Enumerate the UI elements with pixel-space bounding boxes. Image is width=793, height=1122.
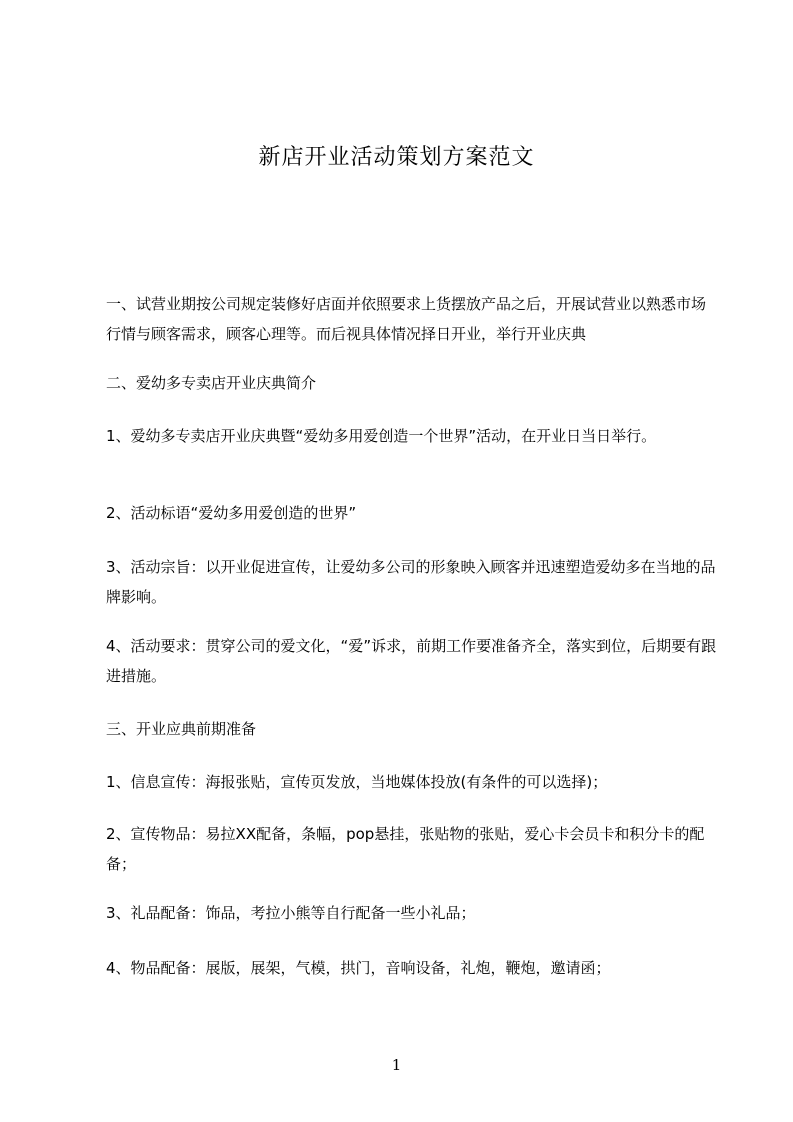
paragraph-3: 1、爱幼多专卖店开业庆典暨“爱幼多用爱创造一个世界”活动，在开业日当日举行。 — [106, 427, 657, 445]
document-title: 新店开业活动策划方案范文 — [258, 145, 535, 170]
paragraph-1: 一、试营业期按公司规定装修好店面并依照要求上货摆放产品之后，开展试营业以熟悉市场行情与顾客需求，顾客心理等。而后视具体情况择日开业，举行开业庆典 — [106, 295, 707, 343]
paragraph-2: 二、爱幼多专卖店开业庆典简介 — [106, 374, 317, 392]
page-number: 1 — [391, 1056, 402, 1074]
paragraph-6: 4、活动要求：贯穿公司的爱文化，“爱”诉求，前期工作要准备齐全，落实到位，后期要有跟进措施。 — [106, 637, 717, 685]
paragraph-7: 三、开业应典前期准备 — [106, 720, 257, 738]
paragraph-11: 4、物品配备：展版，展架，气模，拱门，音响设备，礼炮，鞭炮，邀请函； — [106, 959, 611, 977]
paragraph-9: 2、宣传物品：易拉XX配备，条幅，pop悬挂，张贴物的张贴，爱心卡会员卡和积分卡的配备； — [106, 825, 705, 873]
paragraph-8: 1、信息宣传：海报张贴，宣传页发放，当地媒体投放(有条件的可以选择)； — [106, 773, 608, 791]
paragraph-10: 3、礼品配备：饰品，考拉小熊等自行配备一些小礼品； — [106, 904, 476, 922]
paragraph-4: 2、活动标语“爱幼多用爱创造的世界” — [106, 504, 357, 522]
paragraph-5: 3、活动宗旨：以开业促进宣传，让爱幼多公司的形象映入顾客并迅速塑造爱幼多在当地的品牌影响。 — [106, 558, 716, 606]
